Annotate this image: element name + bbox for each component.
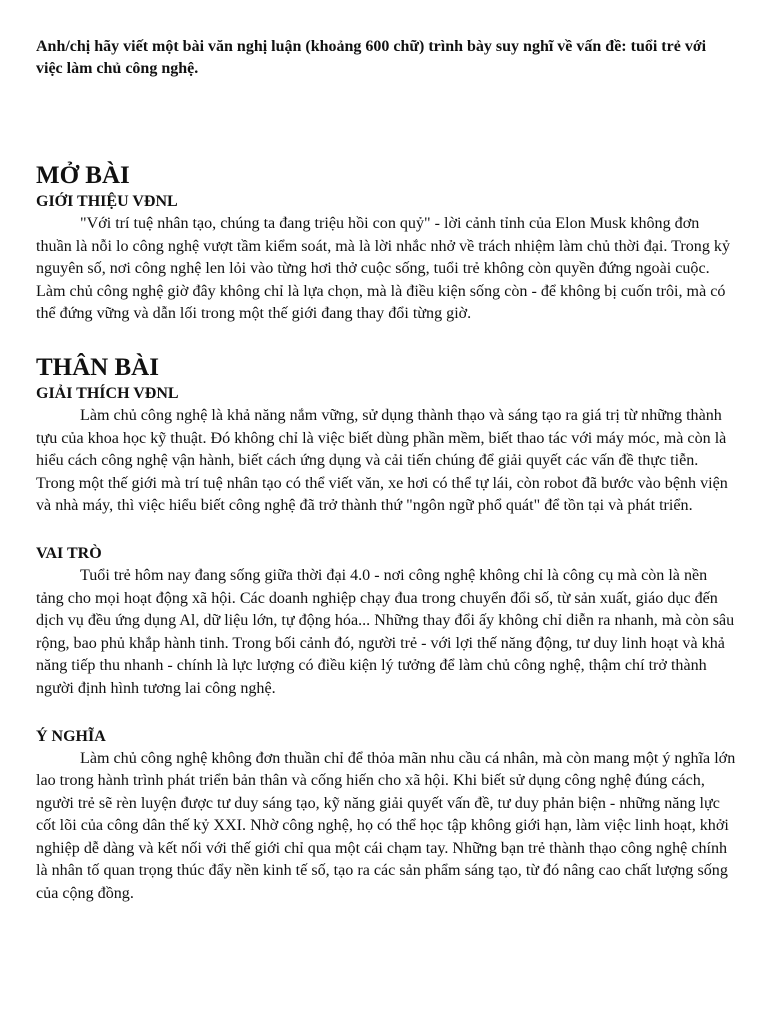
- subsection-title-y-nghia: Ý NGHĨA: [36, 727, 106, 745]
- subsection-title-giai-thich: GIẢI THÍCH VĐNL: [36, 384, 179, 402]
- document-page: [36, 36, 736, 906]
- paragraph-gioi-thieu: "Với trí tuệ nhân tạo, chúng ta đang triệu hồi con quỷ" - lời cảnh tỉnh của Elon Musk không đơn thuần là nỗi lo công nghệ vượt tầm kiểm soát, mà là lời nhắc nhở về trách nhiệm làm chủ thời đại. Trong kỷ nguyên số, nơi công nghệ len lỏi vào từng hơi thở cuộc sống, tuổi trẻ không còn quyền đứng ngoài cuộc. Làm chủ công nghệ giờ đây không chỉ là lựa chọn, mà là điều kiện sống còn - để không bị cuốn trôi, mà có thể đứng vững và dẫn lối trong một thế giới đang thay đổi từng giờ.: [36, 215, 730, 323]
- essay-prompt: Anh/chị hãy viết một bài văn nghị luận (khoảng 600 chữ) trình bày suy nghĩ về vấn đề: tuổi trẻ với việc làm chủ công nghệ.: [36, 38, 707, 77]
- section-title-than-bai: THÂN BÀI: [36, 353, 159, 381]
- subsection-title-gioi-thieu: GIỚI THIỆU VĐNL: [36, 193, 178, 210]
- paragraph-y-nghia: Làm chủ công nghệ không đơn thuần chỉ để thỏa mãn nhu cầu cá nhân, mà còn mang một ý nghĩa lớn lao trong hành trình phát triển bản thân và cống hiến cho xã hội. Khi biết sử dụng công nghệ đúng cách, người trẻ sẽ rèn luyện được tư duy sáng tạo, kỹ năng giải quyết vấn đề, tư duy phản biện - những năng lực cốt lõi của công dân thế kỷ XXI. Nhờ công nghệ, họ có thể học tập không giới hạn, làm việc linh hoạt, khởi nghiệp dễ dàng và kết nối với thế giới chỉ qua một cái chạm tay. Những bạn trẻ thành thạo công nghệ chính là nhân tố quan trọng thúc đẩy nền kinh tế số, tạo ra các sản phẩm sáng tạo, từ đó nâng cao chất lượng sống của cộng đồng.: [36, 749, 736, 903]
- paragraph-vai-tro: Tuổi trẻ hôm nay đang sống giữa thời đại 4.0 - nơi công nghệ không chỉ là công cụ mà còn là nền tảng cho mọi hoạt động xã hội. Các doanh nghiệp chạy đua trong chuyển đổi số, từ sản xuất, giáo dục đến dịch vụ đều ứng dụng Al, dữ liệu lớn, tự động hóa... Những thay đổi ấy không chỉ diễn ra nhanh, mà còn sâu rộng, bao phủ khắp hành tinh. Trong bối cảnh đó, người trẻ - với lợi thế năng động, tư duy linh hoạt và khả năng tiếp thu nhanh - chính là lực lượng có điều kiện lý tưởng để làm chủ công nghệ, thậm chí trở thành người định hình tương lai công nghệ.: [36, 566, 735, 697]
- subsection-title-vai-tro: VAI TRÒ: [36, 544, 102, 562]
- section-title-mo-bai: MỞ BÀI: [36, 162, 130, 189]
- paragraph-giai-thich: Làm chủ công nghệ là khả năng nắm vững, sử dụng thành thạo và sáng tạo ra giá trị từ những thành tựu của khoa học kỹ thuật. Đó không chỉ là việc biết dùng phần mềm, biết thao tác với máy móc, mà còn là hiểu cách công nghệ vận hành, biết cách ứng dụng và cải tiến chúng để giải quyết các vấn đề thực tiễn. Trong một thế giới mà trí tuệ nhân tạo có thể viết văn, xe hơi có thể tự lái, còn robot đã bước vào bệnh viện và nhà máy, thì việc hiểu biết công nghệ đã trở thành thứ "ngôn ngữ phổ quát" để tồn tại và phát triển.: [36, 406, 728, 515]
